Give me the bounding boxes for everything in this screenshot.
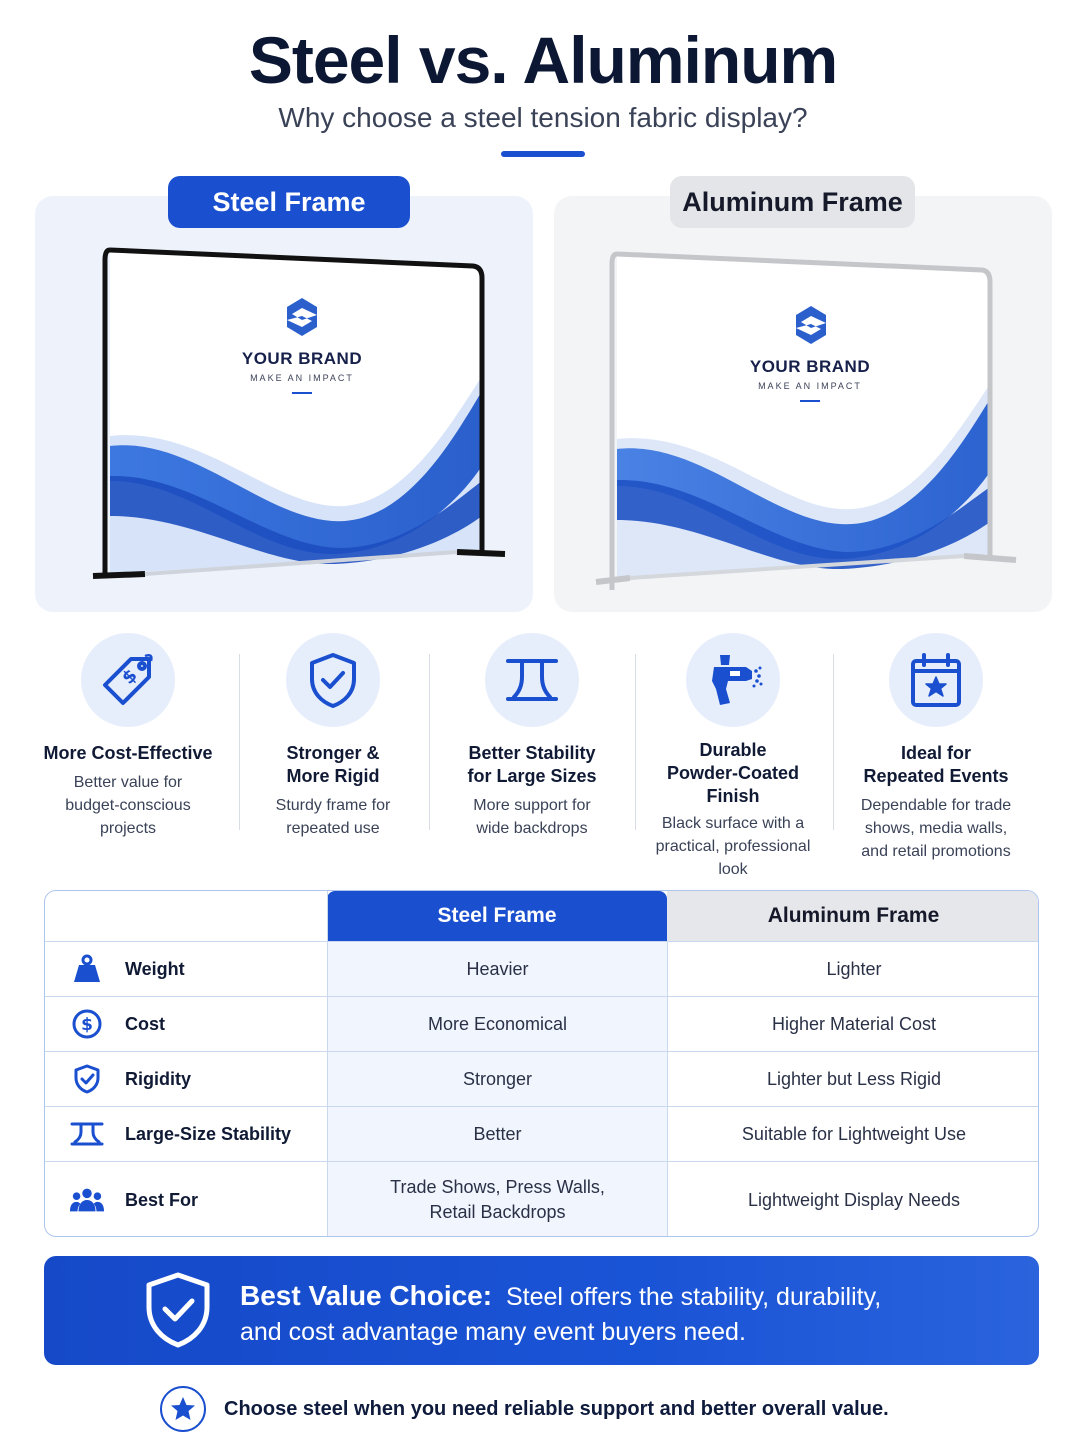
row-label: $ Cost [45,997,327,1051]
steel-brand-tagline: MAKE AN IMPACT [250,373,354,383]
feature-divider [239,654,240,830]
footer-text: Choose steel when you need reliable support and better overall value. [224,1397,889,1420]
page-title: Steel vs. Aluminum [248,23,838,97]
svg-text:$: $ [117,665,142,689]
header-divider [327,891,328,941]
steel-value: More Economical [327,997,667,1051]
feature-title: Ideal for Repeated Events [863,743,1009,786]
steel-brand-block [202,349,402,394]
aluminum-value: Higher Material Cost [667,997,1039,1051]
aluminum-value: Lightweight Display Needs [667,1162,1039,1237]
weight-icon [69,951,105,987]
footer-callout [160,1386,889,1432]
shield-check-icon [69,1061,105,1097]
row-label: Best For [45,1162,327,1237]
feature-desc: Black surface with a practical, professional look [655,815,811,878]
aluminum-brand-rule [800,400,820,402]
feature-desc: Dependable for trade shows, media walls, and retail promotions [860,797,1012,860]
steel-value: Stronger [327,1052,667,1106]
spray-gun-icon [686,633,780,727]
feature-desc: More support for wide backdrops [473,797,591,837]
steel-frame-tag: Steel Frame [168,176,410,228]
aluminum-frame-tag: Aluminum Frame [670,176,915,228]
feature-desc: Better value for budget-conscious projects [65,774,191,837]
steel-brand-name: YOUR BRAND [241,349,363,368]
star-badge-icon [160,1386,206,1432]
steel-value: Trade Shows, Press Walls, Retail Backdrops [327,1162,667,1237]
calendar-star-icon [889,633,983,727]
feature-divider [833,654,834,830]
feature-stronger-rigid [253,633,413,840]
table-header-steel: Steel Frame [327,891,667,941]
feature-cost-effective [30,633,226,840]
table-row [45,1161,1039,1237]
table-row [45,1106,1039,1161]
shield-check-icon [144,1271,212,1354]
feature-title: Better Stability for Large Sizes [467,743,597,786]
banner-line1: Steel offers the stability, durability, [506,1283,882,1311]
aluminum-value: Lighter but Less Rigid [667,1052,1039,1106]
steel-value: Better [327,1107,667,1161]
steel-brand-rule [292,392,312,394]
price-tag-dollar-icon [81,633,175,727]
comparison-table [44,890,1039,1237]
shield-check-icon [286,633,380,727]
page-subtitle: Why choose a steel tension fabric display? [278,102,808,133]
aluminum-brand-block [710,357,910,402]
steel-brand-logo-icon [284,296,320,343]
table-row [45,996,1039,1051]
table-row [45,1051,1039,1106]
steel-display-image [85,236,515,596]
feature-divider [635,654,636,830]
feature-better-stability [446,633,618,840]
banner-lead: Best Value Choice: [240,1280,493,1311]
feature-title: Stronger & More Rigid [286,743,380,786]
feature-desc: Sturdy frame for repeated use [275,797,391,837]
table-header-aluminum: Aluminum Frame [667,891,1039,941]
table-row [45,941,1039,996]
best-value-banner [44,1256,1039,1365]
row-label: Rigidity [45,1052,327,1106]
dollar-coin-icon [69,1006,105,1042]
feature-title: Durable Powder-Coated Finish [666,740,799,806]
row-label: Large-Size Stability [45,1107,327,1161]
aluminum-brand-logo-icon [793,304,829,351]
feature-divider [429,654,430,830]
aluminum-value: Lighter [667,942,1039,996]
row-label: Weight [45,942,327,996]
aluminum-display-image [592,244,1022,604]
people-group-icon [69,1182,105,1218]
stand-base-icon [69,1116,105,1152]
title-underline [501,151,585,157]
feature-repeated-events [846,633,1026,863]
feature-title: More Cost-Effective [43,743,213,763]
stand-base-icon [485,633,579,727]
aluminum-brand-name: YOUR BRAND [749,357,871,376]
aluminum-brand-tagline: MAKE AN IMPACT [758,381,862,391]
steel-value: Heavier [327,942,667,996]
banner-message [240,1278,960,1350]
banner-line2: and cost advantage many event buyers need. [240,1318,746,1346]
svg-text:$: $ [81,1015,93,1035]
feature-powder-coated [642,633,824,881]
aluminum-value: Suitable for Lightweight Use [667,1107,1039,1161]
